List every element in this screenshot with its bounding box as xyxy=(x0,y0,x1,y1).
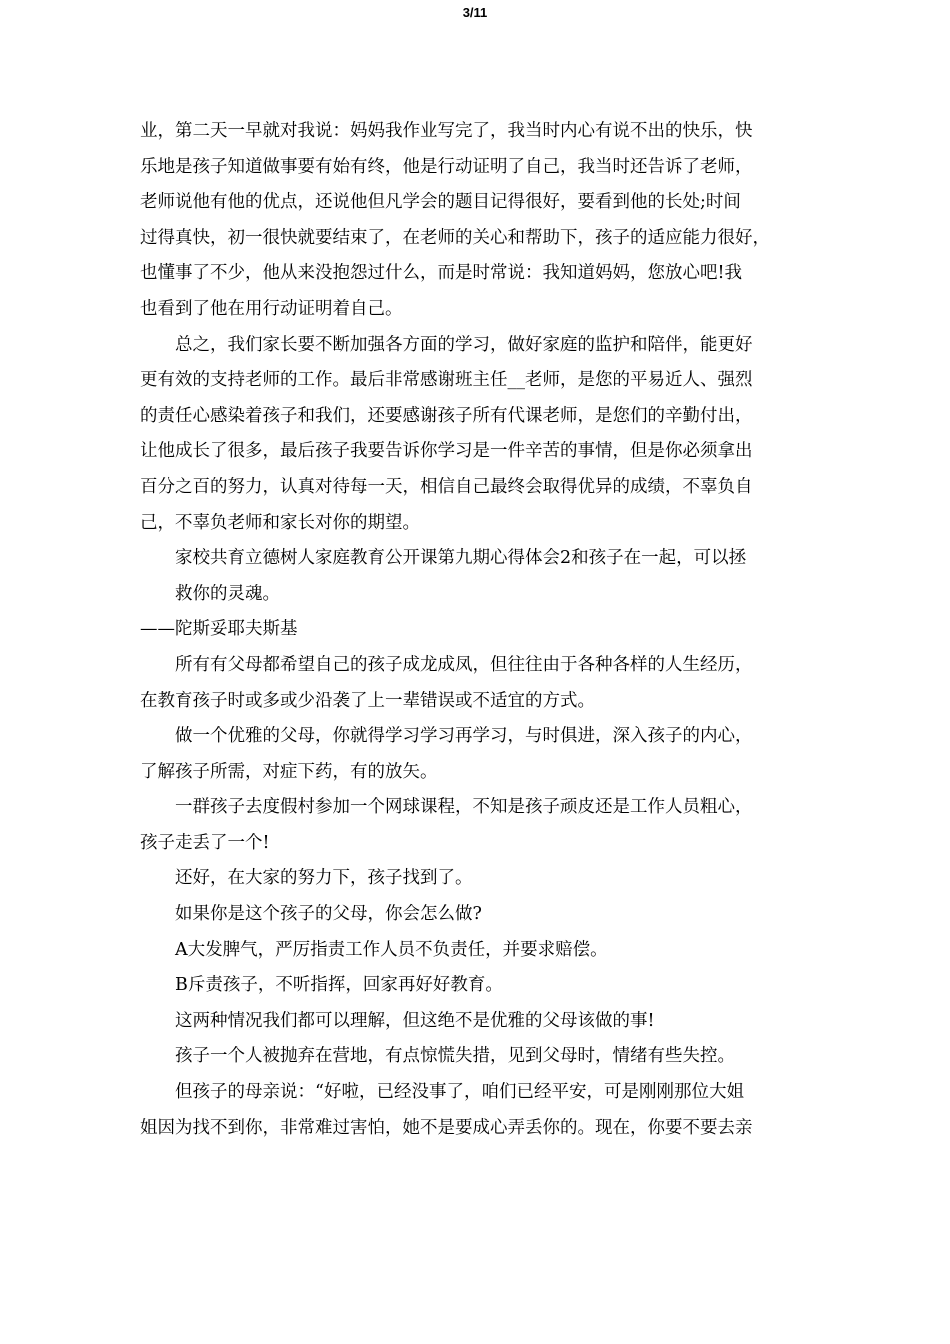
page-number: 3/11 xyxy=(462,5,488,20)
text-line: 家校共育立德树人家庭教育公开课第九期心得体会2和孩子在一起，可以拯 xyxy=(175,548,747,569)
text-line: ——陀斯妥耶夫斯基 xyxy=(140,619,298,640)
text-line: 的责任心感染着孩子和我们，还要感谢孩子所有代课老师，是您们的辛勤付出， xyxy=(140,405,753,426)
text-line: 己，不辜负老师和家长对你的期望。 xyxy=(140,512,420,533)
text-line: 乐地是孩子知道做事要有始有终，他是行动证明了自己，我当时还告诉了老师， xyxy=(140,156,753,177)
text-line: 在教育孩子时或多或少沿袭了上一辈错误或不适宜的方式。 xyxy=(140,690,595,711)
text-line: 孩子走丢了一个! xyxy=(140,832,270,853)
text-line: 也看到了他在用行动证明着自己。 xyxy=(140,298,403,319)
text-line: 总之，我们家长要不断加强各方面的学习，做好家庭的监护和陪伴，能更好 xyxy=(175,334,753,355)
text-line: 了解孩子所需，对症下药，有的放矢。 xyxy=(140,761,438,782)
text-line: 所有有父母都希望自己的孩子成龙成凤，但往往由于各种各样的人生经历， xyxy=(175,654,753,675)
text-line: 如果你是这个孩子的父母，你会怎么做? xyxy=(175,904,482,925)
document-body xyxy=(140,114,830,1146)
text-line: 这两种情况我们都可以理解，但这绝不是优雅的父母该做的事! xyxy=(175,1010,655,1031)
text-line: 百分之百的努力，认真对待每一天，相信自己最终会取得优异的成绩，不辜负自 xyxy=(140,476,753,497)
text-line: 孩子一个人被抛弃在营地，有点惊慌失措，见到父母时，情绪有些失控。 xyxy=(175,1046,735,1067)
text-line: 更有效的支持老师的工作。最后非常感谢班主任__老师，是您的平易近人、强烈 xyxy=(140,370,753,391)
text-line: 一群孩子去度假村参加一个网球课程，不知是孩子顽皮还是工作人员粗心， xyxy=(175,797,753,818)
text-line: 过得真快，初一很快就要结束了，在老师的关心和帮助下，孩子的适应能力很好， xyxy=(140,227,770,248)
text-line: 老师说他有他的优点，还说他但凡学会的题目记得很好，要看到他的长处;时间 xyxy=(140,192,741,213)
text-line: 还好，在大家的努力下，孩子找到了。 xyxy=(175,868,473,889)
text-line: 让他成长了很多，最后孩子我要告诉你学习是一件辛苦的事情，但是你必须拿出 xyxy=(140,441,753,462)
text-line: 但孩子的母亲说：“好啦，已经没事了，咱们已经平安，可是刚刚那位大姐 xyxy=(175,1082,744,1103)
text-line: 也懂事了不少，他从来没抱怨过什么，而是时常说：我知道妈妈，您放心吧!我 xyxy=(140,263,743,284)
text-line: 救你的灵魂。 xyxy=(175,583,280,604)
text-line: 业，第二天一早就对我说：妈妈我作业写完了，我当时内心有说不出的快乐，快 xyxy=(140,121,753,141)
text-line: A大发脾气，严厉指责工作人员不负责任，并要求赔偿。 xyxy=(175,939,608,960)
text-line: 做一个优雅的父母，你就得学习学习再学习，与时俱进，深入孩子的内心， xyxy=(175,726,753,747)
text-line: B斥责孩子，不听指挥，回家再好好教育。 xyxy=(175,975,503,996)
text-line: 姐因为找不到你，非常难过害怕，她不是要成心弄丢你的。现在，你要不要去亲 xyxy=(140,1117,753,1138)
